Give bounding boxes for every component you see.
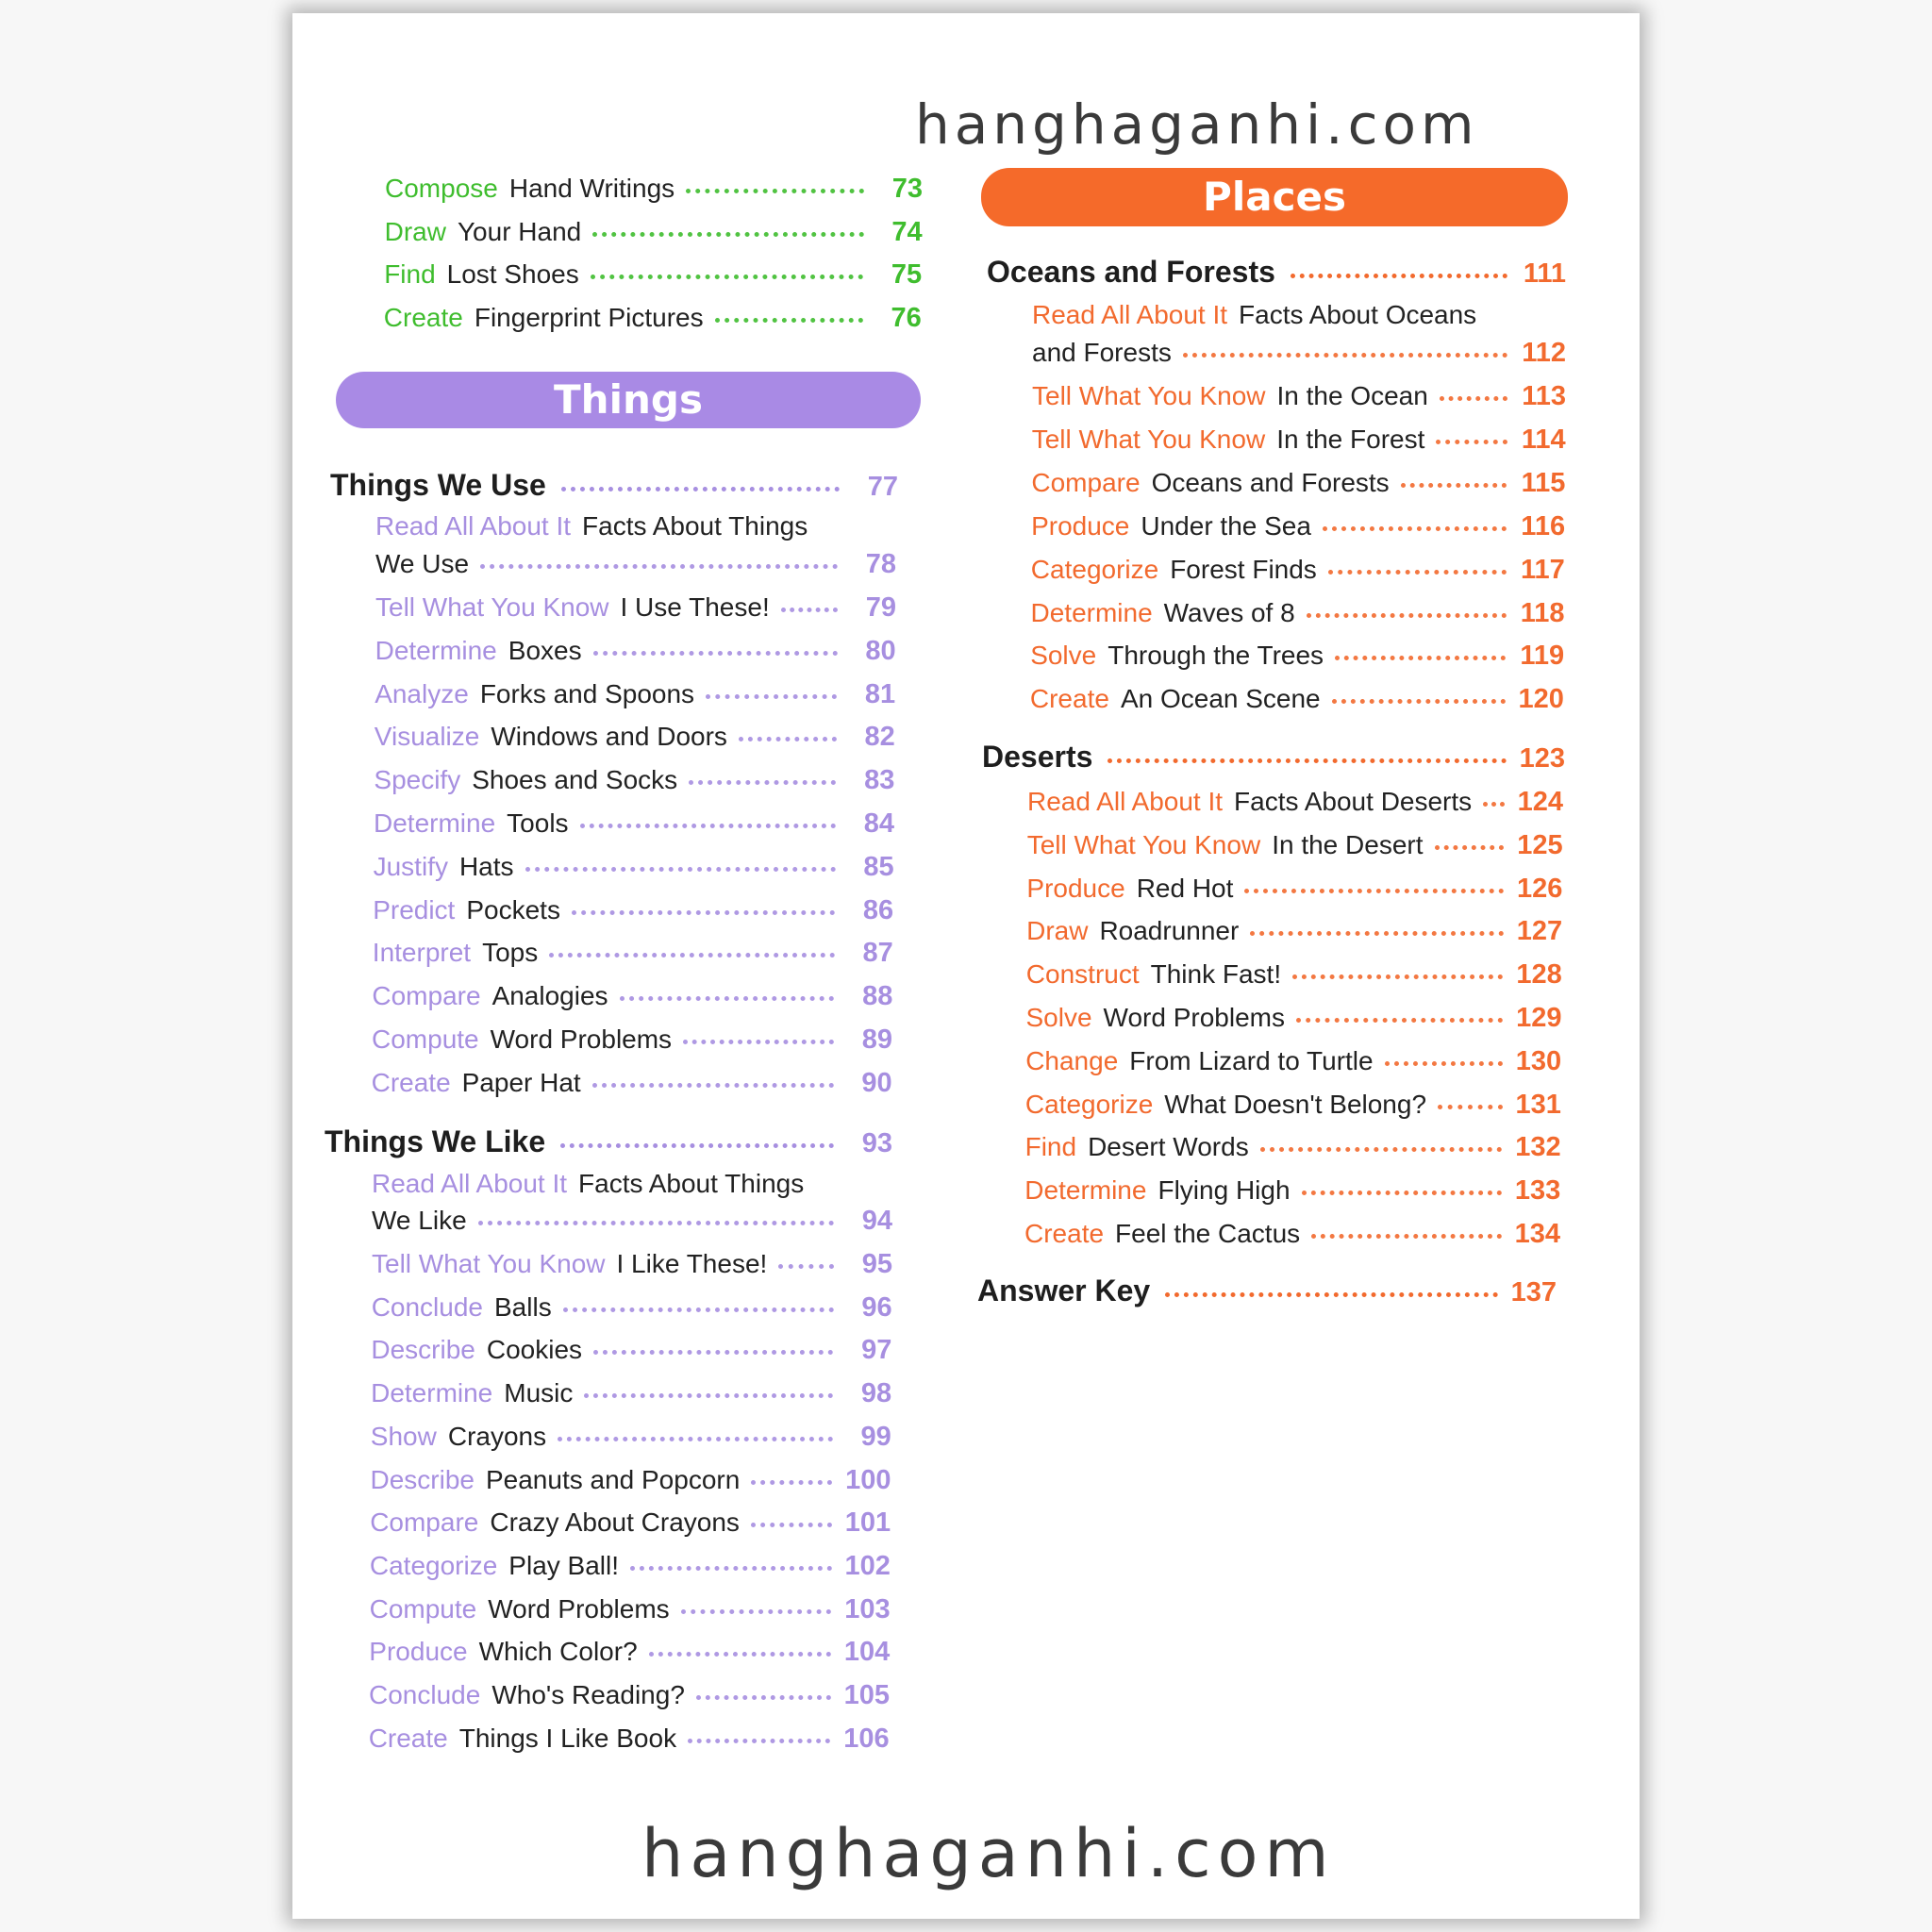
leader-dots <box>1323 526 1507 531</box>
entry-title: Pockets <box>466 894 560 924</box>
leader-dots <box>1435 845 1505 850</box>
entry-title: Things I Like Book <box>458 1723 677 1753</box>
toc-entry[interactable] <box>375 592 896 624</box>
section-heading[interactable] <box>330 468 898 503</box>
entry-title: Fingerprint Pictures <box>474 302 704 332</box>
toc-entry[interactable] <box>375 549 896 580</box>
leader-dots <box>1292 974 1503 979</box>
entry-verb: Show <box>370 1421 437 1451</box>
entry-title: We Like <box>372 1206 467 1235</box>
toc-entry[interactable] <box>1031 555 1565 586</box>
entry-title: In the Ocean <box>1276 381 1428 410</box>
page-number: 125 <box>1517 829 1563 860</box>
leader-dots <box>563 1307 834 1312</box>
page-number: 80 <box>865 635 896 666</box>
entry-title: Facts About Deserts <box>1234 787 1473 816</box>
toc-entry[interactable] <box>372 1292 892 1324</box>
toc-entry[interactable] <box>1026 916 1562 947</box>
entry-verb: Conclude <box>369 1680 481 1709</box>
page-number: 114 <box>1521 424 1566 455</box>
page-number: 100 <box>845 1464 891 1495</box>
entry-verb: Solve <box>1025 1003 1092 1032</box>
leader-dots <box>751 1480 832 1485</box>
entry-verb: Create <box>1029 684 1109 714</box>
leader-dots <box>593 1350 833 1355</box>
entry-title: Windows and Doors <box>491 722 727 752</box>
entry-verb: Conclude <box>371 1291 483 1322</box>
entry-verb: Find <box>1024 1132 1077 1162</box>
leader-dots <box>1440 396 1507 401</box>
entry-verb: Tell What You Know <box>372 1249 606 1278</box>
entry-verb: Categorize <box>369 1550 498 1580</box>
entry-title: Your Hand <box>457 216 582 246</box>
leader-dots <box>1244 889 1504 893</box>
page-number: 96 <box>861 1291 892 1323</box>
entry-verb: Predict <box>373 894 456 924</box>
page-number: 128 <box>1516 959 1562 991</box>
toc-entry[interactable] <box>375 722 895 753</box>
page-number: 85 <box>863 851 894 882</box>
toc-entry[interactable] <box>369 1724 890 1755</box>
page-number: 112 <box>1522 338 1566 368</box>
entry-verb: Compare <box>372 981 481 1011</box>
entry-title: In the Desert <box>1272 829 1424 859</box>
page-number: 74 <box>891 216 923 247</box>
entry-title: Forest Finds <box>1170 554 1317 584</box>
toc-entry[interactable] <box>384 259 922 291</box>
toc-entry[interactable] <box>384 303 922 334</box>
toc-entry[interactable] <box>372 981 892 1012</box>
entry-verb: Create <box>1024 1219 1105 1248</box>
toc-entry[interactable] <box>372 1249 892 1280</box>
leader-dots <box>1328 570 1507 575</box>
heading-text: Oceans and Forests <box>987 255 1275 289</box>
entry-verb: Compare <box>1031 467 1141 497</box>
entry-verb: Produce <box>1031 510 1130 541</box>
toc-entry[interactable] <box>370 1551 891 1582</box>
page-number: 113 <box>1522 381 1566 411</box>
page-number: 111 <box>1523 258 1566 289</box>
page-number: 95 <box>861 1249 892 1279</box>
entry-verb: Analyze <box>375 678 469 708</box>
entry-verb: Read All About It <box>375 511 572 541</box>
entry-title: Feel the Cactus <box>1115 1219 1301 1248</box>
entry-title: Shoes and Socks <box>472 765 678 795</box>
entry-verb: Determine <box>1030 597 1153 627</box>
leader-dots <box>1311 1234 1501 1239</box>
leader-dots <box>1291 274 1507 278</box>
page-number: 104 <box>843 1637 891 1668</box>
page-number: 77 <box>867 472 898 502</box>
page-number: 137 <box>1510 1277 1557 1307</box>
page-number: 134 <box>1514 1219 1560 1249</box>
entry-title: An Ocean Scene <box>1120 684 1321 714</box>
leader-dots <box>620 996 835 1001</box>
entry-verb: Solve <box>1030 641 1097 671</box>
entry-title: Crayons <box>447 1421 547 1451</box>
toc-entry[interactable] <box>1030 641 1564 672</box>
answer-key-heading[interactable] <box>977 1274 1557 1308</box>
entry-verb: Produce <box>1026 873 1125 903</box>
leader-dots <box>681 1609 832 1614</box>
leader-dots <box>1436 440 1507 444</box>
entry-verb: Compute <box>369 1593 477 1624</box>
toc-entry[interactable] <box>1024 1175 1560 1207</box>
page-number: 97 <box>861 1335 892 1366</box>
page-number: 78 <box>865 549 896 579</box>
toc-entry[interactable] <box>371 1422 891 1453</box>
page-number: 119 <box>1520 641 1565 672</box>
toc-entry[interactable] <box>1031 468 1565 499</box>
toc-entry[interactable] <box>369 1637 890 1668</box>
page-number: 75 <box>891 259 923 290</box>
entry-verb: Justify <box>373 851 448 881</box>
entry-title: From Lizard to Turtle <box>1129 1045 1374 1075</box>
page-number: 126 <box>1517 873 1563 904</box>
leader-dots <box>1401 483 1507 488</box>
page-number: 116 <box>1521 510 1566 541</box>
entry-verb: Interpret <box>372 938 472 968</box>
entry-title: Balls <box>494 1291 552 1322</box>
toc-entry[interactable] <box>385 174 923 205</box>
leader-dots <box>1183 353 1507 358</box>
entry-title: and Forests <box>1032 338 1172 367</box>
heading-text: Things We Use <box>330 468 546 502</box>
page-number: 124 <box>1517 787 1563 817</box>
toc-entry[interactable] <box>374 765 894 796</box>
toc-entry[interactable] <box>1032 425 1566 456</box>
entry-title: Cookies <box>486 1335 583 1365</box>
leader-dots <box>1108 758 1506 763</box>
entry-verb: Draw <box>384 216 446 246</box>
page-number: 73 <box>891 174 923 204</box>
entry-verb: Visualize <box>374 722 480 752</box>
toc-entry[interactable] <box>375 636 896 667</box>
entry-verb: Tell What You Know <box>1026 829 1261 859</box>
entry-verb: Draw <box>1026 916 1089 946</box>
leader-dots <box>630 1566 831 1571</box>
page-number: 93 <box>861 1128 892 1158</box>
entry-verb: Compute <box>372 1024 479 1054</box>
page-number: 129 <box>1516 1003 1562 1033</box>
entry-verb: Tell What You Know <box>375 592 609 622</box>
leader-dots <box>1260 1147 1503 1152</box>
page-number: 130 <box>1515 1045 1562 1076</box>
leader-dots <box>1302 1191 1502 1195</box>
entry-title: Word Problems <box>490 1024 673 1054</box>
leader-dots <box>480 564 838 569</box>
entry-title: Tools <box>507 808 569 838</box>
entry-title: Facts About Oceans <box>1239 300 1477 329</box>
leader-dots <box>688 1739 830 1743</box>
entry-verb: Compare <box>370 1507 479 1538</box>
entry-title: Roadrunner <box>1099 916 1240 946</box>
page-number: 120 <box>1518 684 1564 715</box>
page-number: 98 <box>860 1378 892 1409</box>
heading-text: Answer Key <box>977 1274 1151 1307</box>
leader-dots <box>781 608 838 612</box>
entry-title: Peanuts and Popcorn <box>485 1464 741 1494</box>
page-number: 79 <box>865 592 896 623</box>
entry-verb: Determine <box>1024 1175 1147 1206</box>
toc-entry[interactable] <box>370 1507 891 1539</box>
toc-entry[interactable] <box>371 1465 891 1496</box>
page-number: 81 <box>864 678 896 709</box>
toc-entry[interactable] <box>1025 1046 1561 1077</box>
entry-verb: Find <box>384 259 436 289</box>
entry-title: Facts About Things <box>582 511 808 541</box>
toc-entry[interactable] <box>1032 338 1566 369</box>
page-number: 131 <box>1515 1089 1561 1120</box>
entry-verb: Categorize <box>1024 1089 1154 1119</box>
leader-dots <box>592 1083 834 1088</box>
leader-dots <box>686 189 864 193</box>
toc-entry[interactable] <box>372 1206 892 1237</box>
toc-entry[interactable] <box>1027 830 1563 861</box>
entry-title: Through the Trees <box>1108 641 1324 671</box>
entry-verb: Create <box>383 302 463 332</box>
page-number: 94 <box>861 1206 892 1236</box>
leader-dots <box>649 1652 831 1657</box>
entry-verb: Categorize <box>1030 554 1159 584</box>
page-number: 83 <box>864 765 895 796</box>
entry-verb: Determine <box>375 635 497 665</box>
page-number: 102 <box>844 1550 891 1581</box>
entry-title: Lost Shoes <box>446 259 579 289</box>
things-banner: Things <box>336 372 921 428</box>
entry-title: Music <box>504 1378 574 1408</box>
page-number: 127 <box>1516 916 1563 947</box>
entry-title: Crazy About Crayons <box>490 1507 740 1538</box>
page-number: 115 <box>1521 467 1566 498</box>
entry-title: I Use These! <box>620 592 770 622</box>
toc-entry[interactable] <box>1025 1090 1561 1121</box>
toc-entry[interactable] <box>1026 959 1562 991</box>
leader-dots <box>739 737 837 741</box>
entry-verb: Determine <box>374 808 496 838</box>
toc-entry[interactable] <box>1024 1219 1560 1250</box>
entry-title: I Like These! <box>616 1249 768 1278</box>
entry-title: Forks and Spoons <box>479 678 695 708</box>
leader-dots <box>1483 802 1504 807</box>
toc-entry[interactable] <box>375 679 895 710</box>
entry-title: Hats <box>458 851 514 881</box>
toc-entry[interactable] <box>372 1024 892 1056</box>
entry-title: Think Fast! <box>1150 959 1282 990</box>
page-number: 76 <box>891 302 922 333</box>
toc-entry[interactable] <box>373 938 893 969</box>
leader-dots <box>1438 1105 1502 1109</box>
toc-entry[interactable] <box>372 1068 892 1099</box>
page-number: 90 <box>861 1067 892 1098</box>
watermark-top: hanghaganhi.com <box>915 92 1479 157</box>
toc-entry[interactable] <box>1027 787 1563 818</box>
entry-title: Which Color? <box>478 1637 638 1667</box>
entry-verb: Describe <box>370 1464 475 1494</box>
entry-verb: Read All About It <box>1032 300 1228 329</box>
leader-dots <box>751 1523 832 1527</box>
entry-title: Play Ball! <box>508 1550 620 1580</box>
toc-entry-line1[interactable] <box>372 1169 804 1199</box>
leader-dots <box>525 867 836 872</box>
leader-dots <box>593 651 838 656</box>
watermark-bottom: hanghaganhi.com <box>641 1815 1336 1892</box>
entry-verb: Tell What You Know <box>1031 424 1266 454</box>
leader-dots <box>584 1393 833 1398</box>
page-number: 99 <box>860 1421 891 1452</box>
leader-dots <box>572 910 835 915</box>
heading-text: Things We Like <box>325 1124 546 1158</box>
page-number: 133 <box>1514 1175 1561 1207</box>
toc-entry-line1[interactable] <box>1032 300 1476 330</box>
page-number: 89 <box>861 1024 892 1055</box>
entry-verb: Compose <box>385 174 498 203</box>
entry-verb: Change <box>1025 1045 1119 1075</box>
toc-entry[interactable] <box>1025 1132 1561 1163</box>
entry-verb: Produce <box>369 1637 468 1667</box>
leader-dots <box>1296 1018 1503 1023</box>
leader-dots <box>1250 931 1503 936</box>
leader-dots <box>1385 1061 1503 1066</box>
entry-title: Oceans and Forests <box>1151 467 1390 497</box>
page-number: 82 <box>864 722 895 753</box>
entry-title: Paper Hat <box>461 1067 581 1097</box>
page-number: 86 <box>862 894 894 925</box>
toc-entry[interactable] <box>374 808 894 840</box>
toc-entry[interactable] <box>385 217 923 248</box>
page-number: 88 <box>862 981 893 1012</box>
entry-title: What Doesn't Belong? <box>1164 1089 1427 1119</box>
section-heading[interactable] <box>982 740 1565 774</box>
entry-title: Waves of 8 <box>1163 597 1295 627</box>
entry-title: Under the Sea <box>1141 510 1311 541</box>
entry-title: Boxes <box>508 635 582 665</box>
page-number: 87 <box>862 938 893 969</box>
entry-title: Red Hot <box>1136 873 1234 903</box>
section-heading[interactable] <box>325 1124 892 1159</box>
entry-title: Desert Words <box>1088 1132 1249 1162</box>
leader-dots <box>558 1437 833 1441</box>
entry-title: Word Problems <box>1103 1003 1285 1032</box>
heading-text: Deserts <box>982 740 1093 774</box>
leader-dots <box>683 1040 834 1044</box>
entry-verb: Construct <box>1025 959 1140 990</box>
leader-dots <box>1307 613 1507 618</box>
leader-dots <box>592 232 863 237</box>
leader-dots <box>706 694 837 699</box>
entry-verb: Create <box>371 1067 451 1097</box>
leader-dots <box>715 318 863 323</box>
toc-entry[interactable] <box>371 1378 891 1409</box>
leader-dots <box>580 824 836 828</box>
toc-entry-line1[interactable] <box>375 511 808 541</box>
page-number: 117 <box>1521 554 1565 585</box>
page-number: 118 <box>1520 597 1565 628</box>
toc-entry[interactable] <box>1026 874 1562 905</box>
page-number: 123 <box>1519 743 1565 774</box>
leader-dots <box>696 1695 831 1700</box>
toc-page <box>292 13 1640 1919</box>
leader-dots <box>478 1221 834 1225</box>
toc-entry[interactable] <box>1026 1003 1562 1034</box>
leader-dots <box>689 780 836 785</box>
page-number: 103 <box>844 1593 891 1624</box>
toc-entry[interactable] <box>369 1680 890 1711</box>
leader-dots <box>561 487 840 491</box>
page-number: 132 <box>1515 1132 1561 1163</box>
entry-verb: Describe <box>371 1335 475 1365</box>
entry-title: Tops <box>482 938 539 968</box>
leader-dots <box>1335 656 1506 660</box>
leader-dots <box>560 1143 834 1148</box>
entry-title: Flying High <box>1158 1175 1291 1206</box>
entry-title: Analogies <box>491 981 608 1011</box>
entry-title: Word Problems <box>488 1593 670 1624</box>
toc-entry[interactable] <box>1031 511 1565 542</box>
entry-verb: Create <box>368 1723 448 1753</box>
entry-verb: Read All About It <box>1027 787 1224 816</box>
toc-entry[interactable] <box>370 1594 891 1625</box>
leader-dots <box>778 1264 834 1269</box>
page-number: 101 <box>844 1507 891 1539</box>
leader-dots <box>549 953 835 958</box>
leader-dots <box>1332 699 1506 704</box>
page-number: 106 <box>843 1723 890 1754</box>
leader-dots <box>591 275 863 279</box>
section-heading[interactable] <box>987 255 1566 290</box>
entry-title: We Use <box>375 549 470 578</box>
toc-entry[interactable] <box>374 852 894 883</box>
page-number: 84 <box>863 808 894 839</box>
entry-verb: Tell What You Know <box>1032 381 1266 410</box>
toc-entry[interactable] <box>371 1335 891 1366</box>
entry-title: Facts About Things <box>578 1169 805 1198</box>
toc-entry[interactable] <box>373 895 893 926</box>
toc-entry[interactable] <box>1031 598 1565 629</box>
entry-title: In the Forest <box>1276 424 1425 454</box>
leader-dots <box>1165 1292 1497 1297</box>
page-number: 105 <box>843 1680 890 1710</box>
entry-title: Who's Reading? <box>491 1680 685 1709</box>
entry-verb: Determine <box>371 1378 493 1408</box>
entry-title: Hand Writings <box>508 174 675 203</box>
entry-verb: Read All About It <box>372 1169 568 1198</box>
places-banner: Places <box>981 168 1568 226</box>
toc-entry[interactable] <box>1032 381 1566 412</box>
toc-entry[interactable] <box>1030 684 1564 715</box>
entry-verb: Specify <box>374 765 461 795</box>
